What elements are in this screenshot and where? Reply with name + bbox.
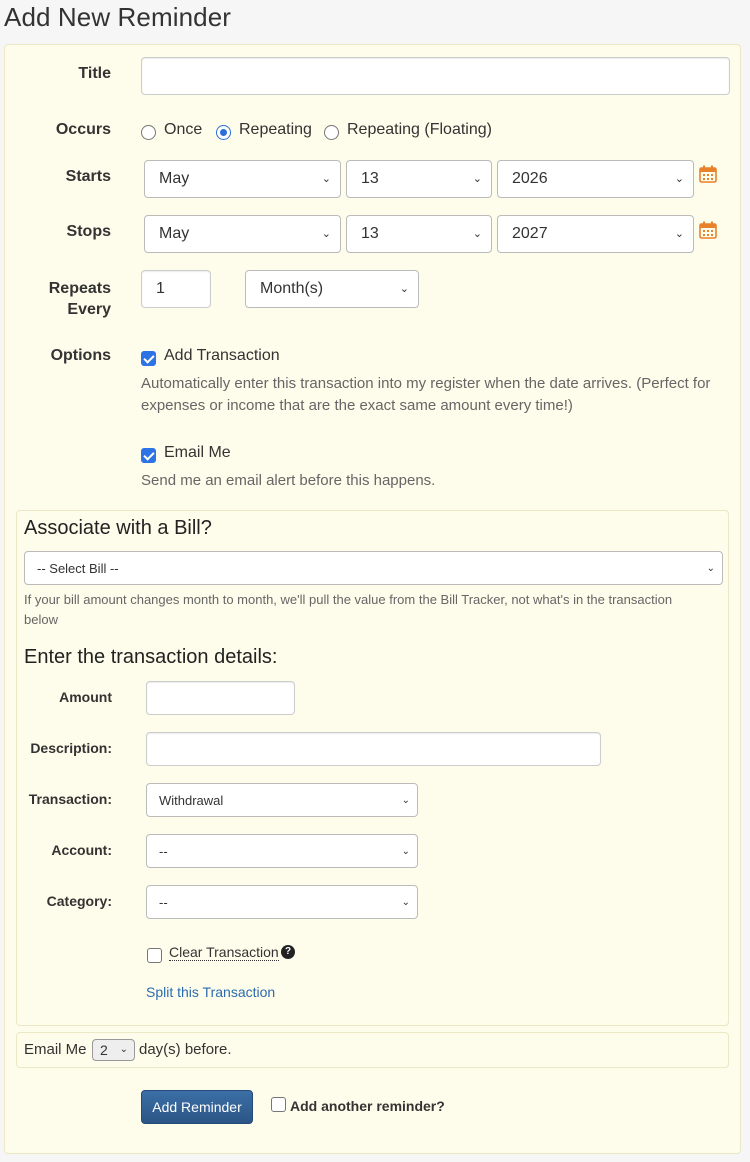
stops-day-value: 13 — [361, 225, 379, 242]
every-label: Every — [67, 301, 111, 318]
chevron-down-icon: ⌄ — [401, 795, 410, 806]
occurs-repeating-radio[interactable] — [216, 125, 231, 140]
chevron-down-icon: ⌄ — [401, 846, 410, 857]
bill-select[interactable] — [24, 551, 723, 585]
transaction-type-select[interactable] — [146, 783, 418, 817]
account-select[interactable] — [146, 834, 418, 868]
add-another-label[interactable]: Add another reminder? — [290, 1098, 445, 1114]
starts-day-value: 13 — [361, 170, 379, 187]
amount-input[interactable] — [146, 681, 295, 715]
occurs-floating-radio[interactable] — [324, 125, 339, 140]
occurs-once-radio[interactable] — [141, 125, 156, 140]
stops-calendar-icon[interactable] — [699, 221, 717, 239]
amount-label: Amount — [59, 689, 112, 705]
add-transaction-checkbox[interactable] — [141, 351, 156, 366]
chevron-down-icon: ⌄ — [674, 173, 684, 185]
chevron-down-icon: ⌄ — [119, 1044, 128, 1055]
occurs-repeating-label[interactable]: Repeating — [239, 121, 312, 138]
starts-month-value: May — [159, 170, 190, 187]
bill-transaction-panel — [16, 510, 729, 1026]
email-days-value: 2 — [100, 1042, 108, 1058]
category-select[interactable] — [146, 885, 418, 919]
chevron-down-icon: ⌄ — [674, 228, 684, 240]
occurs-label: Occurs — [55, 121, 111, 138]
email-me-checkbox[interactable] — [141, 448, 156, 463]
stops-year-select[interactable] — [497, 215, 694, 253]
add-transaction-label[interactable]: Add Transaction — [164, 347, 280, 364]
add-transaction-help — [141, 373, 739, 417]
transaction-heading: Enter the transaction details: — [24, 646, 278, 668]
email-days-panel — [16, 1032, 729, 1068]
title-input[interactable] — [141, 57, 730, 95]
bill-select-value: -- Select Bill -- — [37, 561, 119, 576]
email-days-suffix: day(s) before. — [139, 1041, 232, 1058]
chevron-down-icon: ⌄ — [401, 897, 410, 908]
clear-transaction-checkbox[interactable] — [147, 948, 162, 963]
account-value: -- — [159, 844, 168, 859]
email-me-label[interactable]: Email Me — [164, 444, 231, 461]
description-input[interactable] — [146, 732, 601, 766]
reminder-form-panel — [4, 44, 741, 1154]
repeats-unit-select[interactable] — [245, 270, 419, 308]
transaction-type-value: Withdrawal — [159, 793, 224, 808]
add-transaction-help-line-2: expenses or income that are the exact same amount every time!) — [141, 397, 573, 414]
clear-transaction-label[interactable]: Clear Transaction — [169, 944, 279, 960]
stops-day-select[interactable] — [346, 215, 492, 253]
question-circle-icon[interactable]: ? — [281, 945, 295, 959]
chevron-down-icon: ⌄ — [706, 563, 715, 574]
title-label: Title — [78, 65, 111, 82]
stops-label: Stops — [66, 223, 111, 240]
transaction-type-label: Transaction: — [28, 791, 112, 807]
bill-help-line-2: below — [24, 612, 58, 627]
options-label: Options — [50, 347, 111, 364]
stops-month-select[interactable] — [144, 215, 341, 253]
repeats-interval-input[interactable]: 1 — [141, 270, 211, 308]
starts-calendar-icon[interactable] — [699, 165, 717, 183]
email-days-prefix: Email Me — [24, 1041, 87, 1058]
category-label: Category: — [46, 893, 112, 909]
stops-year-value: 2027 — [512, 225, 548, 242]
stops-month-value: May — [159, 225, 190, 242]
bill-heading: Associate with a Bill? — [24, 517, 212, 539]
starts-day-select[interactable] — [346, 160, 492, 198]
add-another-checkbox[interactable] — [271, 1097, 286, 1112]
add-reminder-button[interactable]: Add Reminder — [141, 1090, 253, 1124]
starts-year-select[interactable] — [497, 160, 694, 198]
chevron-down-icon: ⌄ — [399, 283, 409, 295]
email-days-select[interactable] — [92, 1039, 135, 1061]
category-value: -- — [159, 895, 168, 910]
email-me-help: Send me an email alert before this happens. — [141, 472, 436, 489]
add-transaction-help-line-1: Automatically enter this transaction into my register when the date arrives. (Perfect for — [141, 375, 711, 392]
starts-year-value: 2026 — [512, 170, 548, 187]
starts-label: Starts — [65, 168, 111, 185]
page-title: Add New Reminder — [4, 2, 232, 32]
repeats-every-label — [8, 278, 111, 320]
split-transaction-link[interactable]: Split this Transaction — [146, 984, 276, 1000]
bill-help — [24, 590, 724, 630]
starts-month-select[interactable] — [144, 160, 341, 198]
repeats-label: Repeats — [48, 280, 111, 297]
chevron-down-icon: ⌄ — [472, 173, 482, 185]
repeats-unit-value: Month(s) — [260, 280, 324, 297]
bill-help-line-1: If your bill amount changes month to month, we'll pull the value from the Bill Tracker, not what's in the transaction — [24, 592, 673, 607]
occurs-once-label[interactable]: Once — [164, 121, 203, 138]
account-label: Account: — [51, 842, 112, 858]
occurs-floating-label[interactable]: Repeating (Floating) — [347, 121, 492, 138]
description-label: Description: — [30, 740, 112, 756]
chevron-down-icon: ⌄ — [472, 228, 482, 240]
chevron-down-icon: ⌄ — [321, 228, 331, 240]
chevron-down-icon: ⌄ — [321, 173, 331, 185]
